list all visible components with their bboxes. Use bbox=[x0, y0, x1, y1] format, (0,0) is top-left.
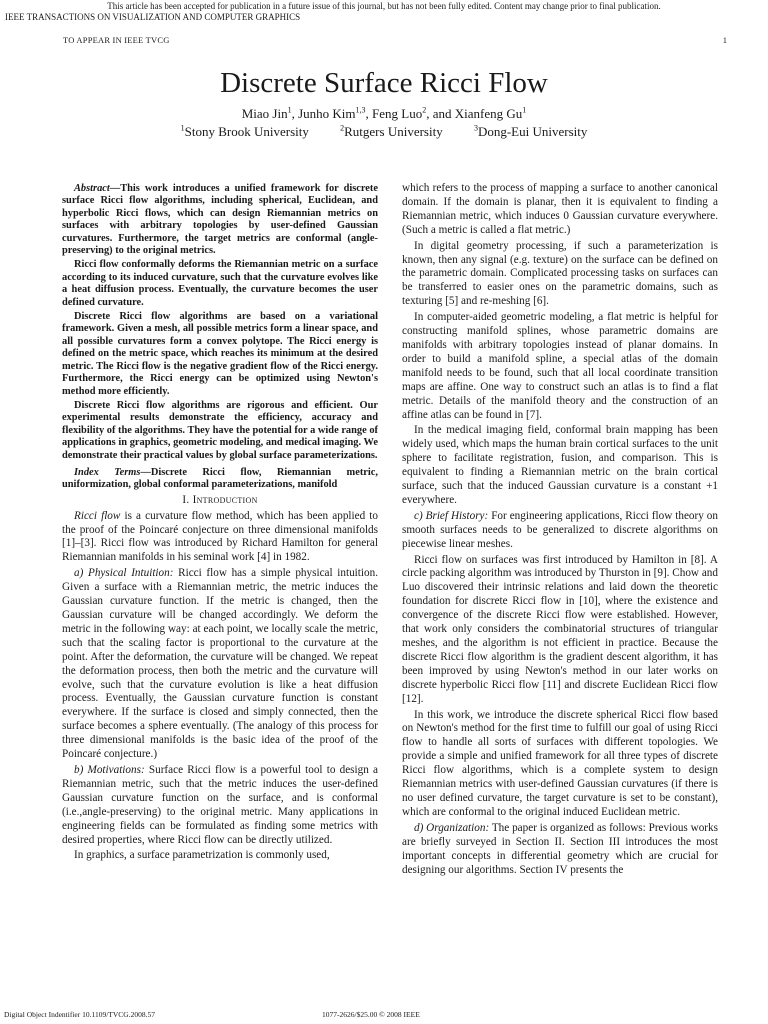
author: Xianfeng Gu$^1$ bbox=[454, 105, 527, 121]
body-paragraph: Ricci flow on surfaces was first introduced by Hamilton in [8]. A circle packing algorithm was introduced by Thurston in [9]. Chow and Luo discovered their intrinsic relations and laid down the theoretic foundation for discrete Ricci flow in [10], where the existence and convergence of the discrete Ricci flow were established. However, that work only considers the combinatorial structures of triangular meshes, and the algorithm is not efficient in practice. Because the discrete Ricci flow algorithm is the gradient descent algorithm, it has been improved by using Newton's method in our later works on discrete hyperbolic Ricci flow [11] and discrete Euclidean Ricci flow [12]. bbox=[402, 553, 718, 705]
left-column bbox=[62, 183, 378, 865]
body-paragraph: In the medical imaging field, conformal brain mapping has been widely used, which maps the human brain cortical surfaces to the unit sphere to facilitate registration, fusion, and comparison. This is equivalent to finding a Riemannian metric on the brain cortical surface, such that the induced Gaussian curvature is a constant +1 everywhere. bbox=[402, 424, 718, 506]
doi-footer: Digital Object Indentifier 10.1109/TVCG.2008.57 bbox=[4, 1010, 155, 1019]
section-heading: I. Introduction bbox=[182, 493, 258, 506]
body-paragraph: b) Motivations: Surface Ricci flow is a powerful tool to design a Riemannian metric, such that the metric induces the user-defined Gaussian curvature function on the surface, and is conformal (i.e.,angle-preserving) to the original metric. Many applications in engineering fields can be formulated as finding some metrics with desired properties, where Ricci flow can be directly utilized. bbox=[62, 763, 378, 846]
affiliation: $^3$Dong-Eui University bbox=[473, 123, 588, 139]
body-paragraph-continued: which refers to the process of mapping a surface to another canonical domain. If the domain is planar, then it is equivalent to finding a Riemannian metric, which induces 0 Gaussian curvature everywhere. (Such a metric is called a flat metric.) bbox=[402, 182, 718, 236]
running-head: TO APPEAR IN IEEE TVCG bbox=[63, 35, 170, 45]
author: Miao Jin$^1$, bbox=[241, 105, 299, 121]
body-paragraph: c) Brief History: For engineering applications, Ricci flow theory on smooth surfaces needs to be generalized to discrete algorithms on piecewise linear meshes. bbox=[402, 509, 718, 550]
affiliation-list bbox=[0, 124, 768, 140]
paper-title: Discrete Surface Ricci Flow bbox=[220, 67, 548, 99]
body-paragraph: In graphics, a surface parametrization is commonly used, bbox=[74, 849, 330, 862]
journal-name: IEEE TRANSACTIONS ON VISUALIZATION AND COMPUTER GRAPHICS bbox=[5, 12, 301, 22]
abstract-paragraph: Ricci flow conformally deforms the Riemannian metric on a surface according to its induced curvature, such that the curvature evolves like a heat diffusion process. Eventually, the curvature becomes the user defined curvature. bbox=[62, 259, 378, 308]
body-paragraph: a) Physical Intuition: Ricci flow has a simple physical intuition. Given a surface with a Riemannian metric, the metric induces the Gaussian curvature function. If the metric is changed, then the Gaussian curvature will be changed accordingly. We deform the metric in the following way: at each point, we locally scale the metric, such that the scaling factor is proportional to the curvature at the point. After the deformation, the curvature will be changed. We repeat the deformation process, then both the metric and the curvature will evolve, such that the curvature evolution is like a heat diffusion process. Eventually, the Gaussian curvature function is constant everywhere. If the surface is closed and simply connected, then the surface becomes a sphere eventually. (The analogy of this process for three dimensional manifolds is the basic idea of the proof of the Poincaré conjecture.) bbox=[62, 567, 378, 761]
affiliation: $^2$Rutgers University bbox=[340, 123, 443, 139]
body-paragraph: Ricci flow is a curvature flow method, which has been applied to the proof of the Poincaré conjecture on three dimensional manifolds [1]–[3]. Ricci flow was introduced by Richard Hamilton for general Riemannian manifolds in his seminal work [4] in 1982. bbox=[62, 509, 378, 564]
abstract-paragraph: Discrete Ricci flow algorithms are based on a variational framework. Given a mesh, all possible metrics form a linear space, and all possible curvatures form a convex polytope. The Ricci energy is defined on the metric space, which reaches its minimum at the desired metric. The Ricci flow is the negative gradient flow of the Ricci energy. Furthermore, the Ricci energy can be optimized using Newton's method more efficiently. bbox=[62, 311, 378, 397]
body-paragraph: In computer-aided geometric modeling, a flat metric is helpful for constructing manifold splines, whose parametric domains are manifolds with arbitrary topologies instead of planar domains. In order to build a manifold spline, a special atlas of the domain manifold needs to be found, such that all local coordinate transition maps are affine. One way to construct such an atlas is to find a flat metric. Details of the manifold theory and the construction of an affine atlas can be found in [7]. bbox=[402, 311, 718, 421]
body-paragraph: In digital geometry processing, if such a parameterization is known, then any signal (e.g. texture) on the surface can be defined on the parametric domain. Complicated processing tasks on surfaces can be transferred to easier ones on the parametric domains, such as texturing [5] and re-meshing [6]. bbox=[402, 239, 718, 308]
body-paragraph: In this work, we introduce the discrete spherical Ricci flow based on Newton's method for the first time to fulfill our goal of using Ricci flow to handle all sorts of surfaces with different topologies. We provide a simple and unified framework for all three types of discrete Ricci flow algorithms, which is a complete system to design Riemannian metrics with user-defined Gaussian curvatures (if there is no user defined curvature, the target curvature is set to be constant), which are conformal to the original induced Euclidean metric. bbox=[402, 708, 718, 818]
body-paragraph: d) Organization: The paper is organized as follows: Previous works are briefly surveyed in Section II. Section III introduces the most important concepts in differential geometry which are crucial for designing our algorithms. Section IV presents the bbox=[402, 821, 718, 876]
abstract-paragraph: Discrete Ricci flow algorithms are rigorous and efficient. Our experimental results demonstrate the efficiency, accuracy and flexibility of the algorithms. They have the potential for a wide range of applications in graphics, geometric modeling, and medical imaging. We demonstrate their practical values by global surface parameterizations. bbox=[62, 399, 378, 461]
abstract-paragraph: Abstract—This work introduces a unified framework for discrete surface Ricci flow algorithms, including spherical, Euclidean, and hyperbolic Ricci flows, which can design Riemannian metrics on surfaces with arbitrary topologies by user-defined Gaussian curvatures. Furthermore, the target metrics are conformal (angle-preserving) to the original metrics. bbox=[62, 183, 378, 257]
author: Feng Luo$^2$, and bbox=[372, 105, 455, 121]
right-column bbox=[402, 183, 718, 879]
author: Junho Kim$^{1,3}$, bbox=[298, 105, 373, 121]
author-list bbox=[0, 106, 768, 122]
affiliation: $^1$Stony Brook University bbox=[180, 123, 309, 139]
issn-footer: 1077-2626/$25.00 © 2008 IEEE bbox=[322, 1010, 420, 1019]
acceptance-notice: This article has been accepted for publication in a future issue of this journal, but has not been fully edited. Content may change prior to final publication. bbox=[107, 1, 661, 11]
page-number: 1 bbox=[722, 35, 727, 45]
index-terms: Index Terms—Discrete Ricci flow, Riemannian metric, uniformization, global conformal parameterizations, manifold bbox=[62, 466, 378, 491]
